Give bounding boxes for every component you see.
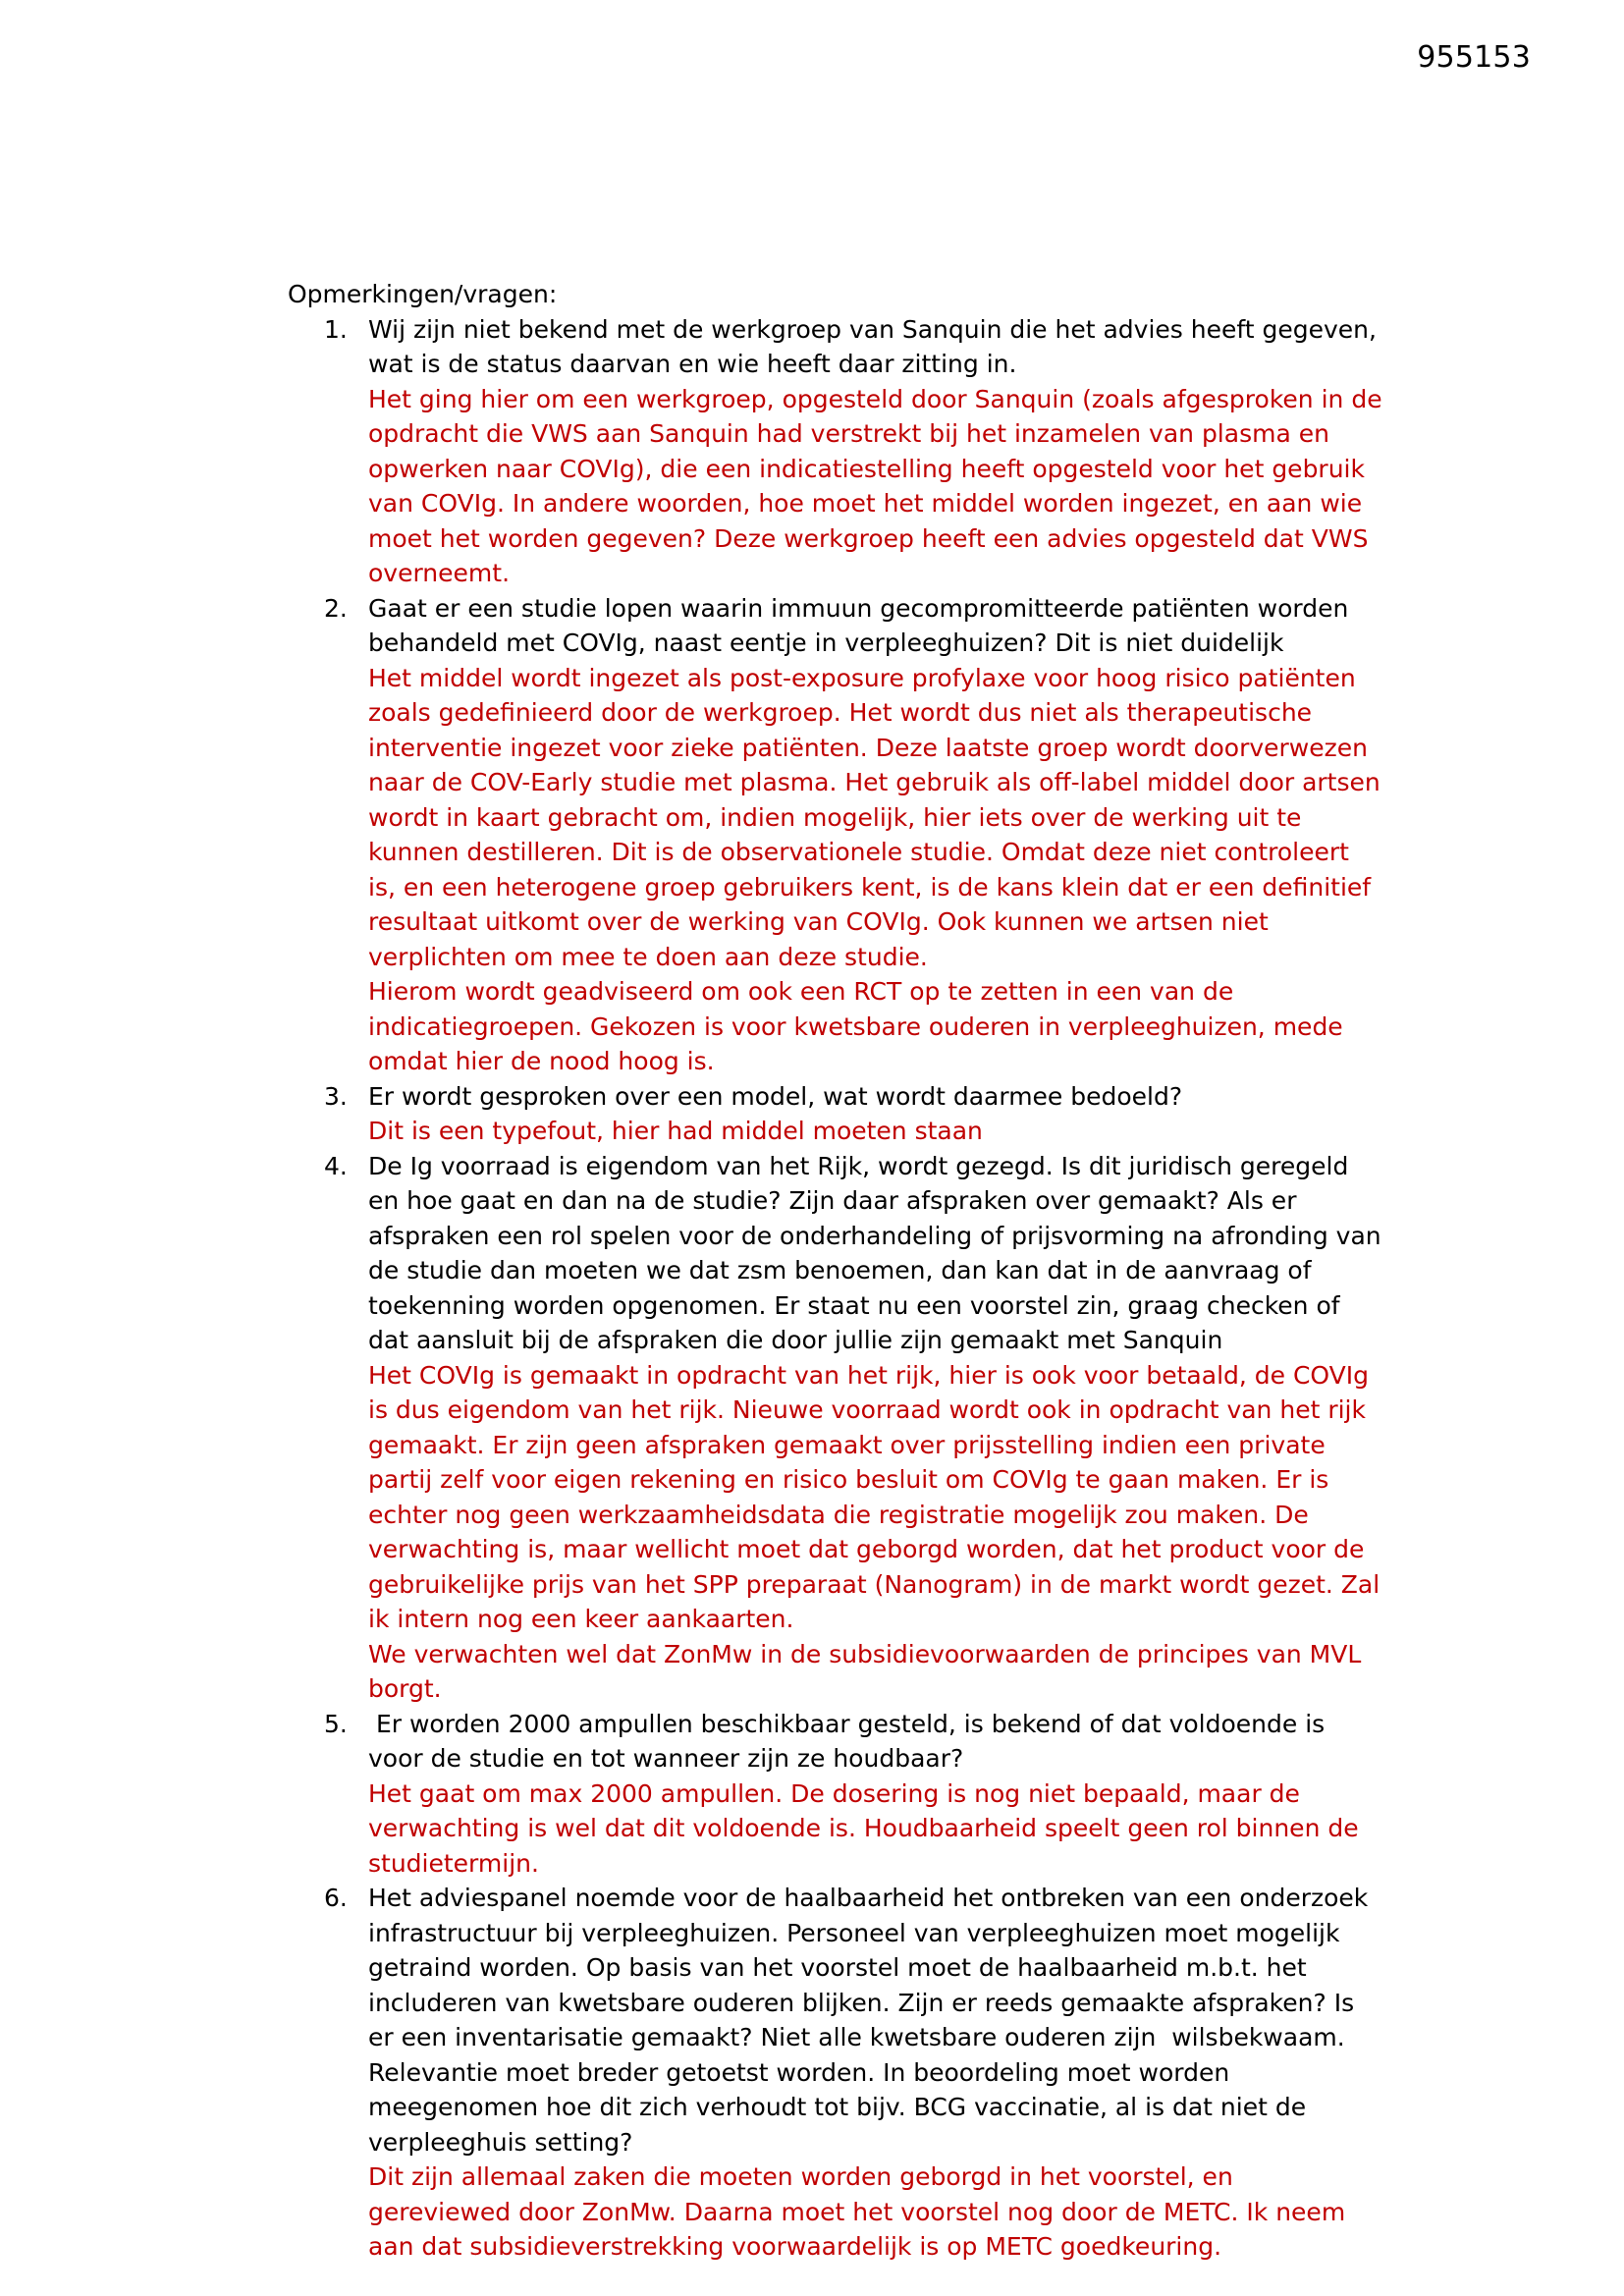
list-item: [288, 1149, 1389, 1707]
question-text: Er worden 2000 ampullen beschikbaar gesteld, is bekend of dat voldoende is voor de studie en tot wanneer zijn ze houdbaar?: [368, 1709, 1333, 1773]
page-title: Opmerkingen/vragen:: [288, 280, 558, 308]
question-text: Er wordt gesproken over een model, wat wordt daarmee bedoeld?: [368, 1081, 1183, 1111]
questions-answers-list: [288, 312, 1390, 2265]
answer-text: We verwachten wel dat ZonMw in de subsidievoorwaarden de principes van MVL borgt.: [368, 1639, 1370, 1703]
question-text: De Ig voorraad is eigendom van het Rijk, wordt gezegd. Is dit juridisch geregeld en hoe gaat en dan na de studie? Zijn daar afspraken over gemaakt? Als er afspraken een rol spelen voor de onderhandeling of prijsvorming na afronding van de studie dan moeten we dat zsm benoemen, dan kan dat in de aanvraag of toekenning worden opgenomen. Er staat nu een voorstel zin, graag checken of dat aansluit bij de afspraken die door jullie zijn gemaakt met Sanquin: [368, 1151, 1389, 1354]
list-item: [288, 312, 1390, 591]
list-item: [288, 1881, 1382, 2265]
list-item-number: 4.: [324, 1151, 348, 1180]
answer-text: Hierom wordt geadviseerd om ook een RCT op te zetten in een van de indicatiegroepen. Gekozen is voor kwetsbare ouderen in verpleeghuizen, mede omdat hier de nood hoog is.: [368, 977, 1351, 1075]
list-item-number: 6.: [324, 1884, 348, 1912]
question-text: Wij zijn niet bekend met de werkgroep van Sanquin die het advies heeft gegeven, wat is de status daarvan en wie heeft daar zitting in.: [368, 314, 1384, 378]
page-header-number: 955153: [1417, 40, 1531, 75]
list-item-number: 5.: [324, 1709, 348, 1738]
question-text: Het adviespanel noemde voor de haalbaarheid het ontbreken van een onderzoek infrastructuur bij verpleeghuizen. Personeel van verpleeghuizen moet mogelijk getraind worden. Op basis van het voorstel moet de haalbaarheid m.b.t. het includeren van kwetsbare ouderen blijken. Zijn er reeds gemaakte afspraken? Is er een inventarisatie gemaakt? Niet alle kwetsbare ouderen zijn wilsbekwaam. Relevantie moet breder getoetst worden. In beoordeling moet worden meegenomen hoe dit zich verhoudt tot bijv. BCG vaccinatie, al is dat niet de verpleeghuis setting?: [368, 1884, 1377, 2157]
list-item: [288, 1079, 1382, 1149]
list-item: [288, 591, 1388, 1079]
answer-text: Dit is een typefout, hier had middel moeten staan: [368, 1117, 983, 1145]
list-item: [288, 1707, 1382, 1882]
document-content: [288, 277, 1390, 2265]
answer-text: Het ging hier om een werkgroep, opgesteld door Sanquin (zoals afgesproken in de opdracht die VWS aan Sanquin had verstrekt bij het inzamelen van plasma en opwerken naar COVIg), die een indicatiestelling heeft opgesteld voor het gebruik van COVIg. In andere woorden, hoe moet het middel worden ingezet, en aan wie moet het worden gegeven? Deze werkgroep heeft een advies opgesteld dat VWS overneemt.: [368, 384, 1390, 587]
list-item-number: 2.: [324, 593, 348, 623]
list-item-number: 1.: [324, 314, 348, 344]
answer-text: Dit zijn allemaal zaken die moeten worden geborgd in het voorstel, en gereviewed door ZonMw. Daarna moet het voorstel nog door de METC. Ik neem aan dat subsidieverstrekking voorwaardelijk is op METC goedkeuring.: [368, 2162, 1354, 2261]
question-text: Gaat er een studie lopen waarin immuun gecompromitteerde patiënten worden behandeld met COVIg, naast eentje in verpleeghuizen? Dit is niet duidelijk: [368, 593, 1357, 657]
answer-text: Het gaat om max 2000 ampullen. De dosering is nog niet bepaald, maar de verwachting is wel dat dit voldoende is. Houdbaarheid speelt geen rol binnen de studietermijn.: [368, 1778, 1367, 1878]
list-item-number: 3.: [324, 1081, 348, 1111]
answer-text: Het COVIg is gemaakt in opdracht van het rijk, hier is ook voor betaald, de COVIg is dus eigendom van het rijk. Nieuwe voorraad wordt ook in opdracht van het rijk gemaakt. Er zijn geen afspraken gemaakt over prijsstelling indien een private partij zelf voor eigen rekening en risico besluit om COVIg te gaan maken. Er is echter nog geen werkzaamheidsdata die registratie mogelijk zou maken. De verwachting is, maar wellicht moet dat geborgd worden, dat het product voor de gebruikelijke prijs van het SPP preparaat (Nanogram) in de markt wordt gezet. Zal ik intern nog een keer aankaarten.: [368, 1360, 1388, 1633]
answer-text: Het middel wordt ingezet als post-exposure profylaxe voor hoog risico patiënten zoals gedefinieerd door de werkgroep. Het wordt dus niet als therapeutische interventie ingezet voor zieke patiënten. Deze laatste groep wordt doorverwezen naar de COV-Early studie met plasma. Het gebruik als off-label middel door artsen wordt in kaart gebracht om, indien mogelijk, hier iets over de werking uit te kunnen destilleren. Dit is de observationele studie. Omdat deze niet controleert is, en een heterogene groep gebruikers kent, is de kans klein dat er een definitief resultaat uitkomt over de werking van COVIg. Ook kunnen we artsen niet verplichten om mee te doen aan deze studie.: [368, 663, 1388, 971]
